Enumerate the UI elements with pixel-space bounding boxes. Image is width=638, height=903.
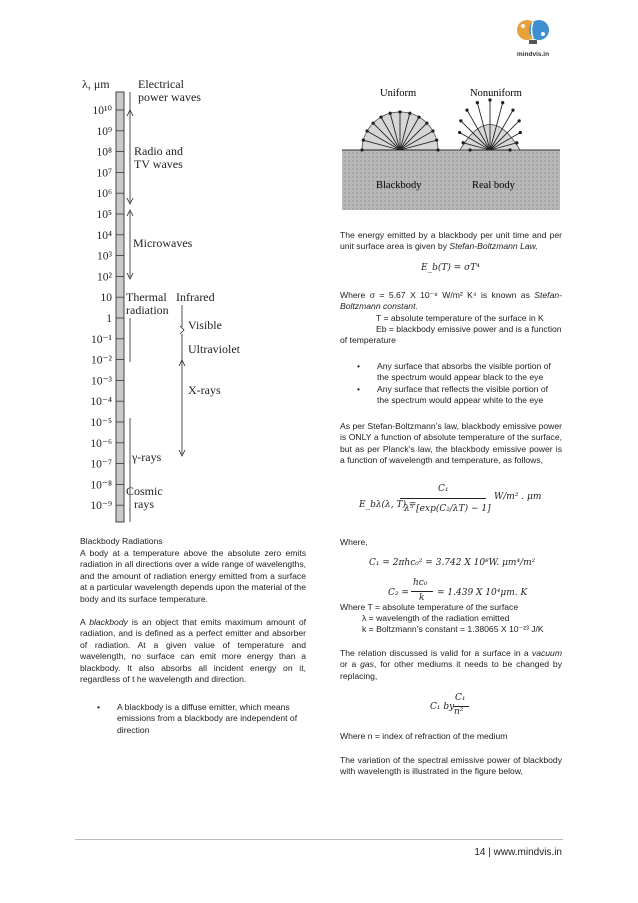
eq-replace-num: C₁: [455, 693, 466, 703]
eq-planck-fraction-bar: [400, 498, 486, 499]
right-intro-a: The energy emitted by a blackbody per unit time and per unit surface area is given by: [340, 230, 562, 252]
eq-replace-lhs: C₁ by: [430, 702, 455, 712]
vacuum-a: The relation discussed is valid for a surface in a: [340, 648, 532, 658]
logo: [510, 16, 556, 56]
spectrum-tick-label: 10⁻⁸: [90, 479, 112, 492]
where-k: k = Boltzmann’s constant = 1.38065 X 10⁻²³ J/K: [362, 624, 544, 634]
spectrum-tick-label: 10⁹: [96, 125, 112, 138]
variation-paragraph: The variation of the spectral emissive power of blackbody with wavelength is illustrated in the figure below,: [340, 755, 562, 777]
right-intro-em: Stefan-Boltzmann Law,: [449, 241, 538, 252]
uniform-ray-arrowhead: [366, 130, 368, 132]
spectrum-axis-label: λ, μm: [82, 77, 110, 91]
uniform-ray-arrowhead: [437, 149, 439, 151]
nonuniform-ray-arrowhead: [462, 142, 464, 144]
band-ultraviolet: Ultraviolet: [188, 342, 240, 356]
eq-c2-den: k: [419, 593, 425, 603]
right-bullet-2: [357, 384, 567, 408]
band-power-line1: Electrical: [138, 77, 184, 91]
nonuniform-ray-arrowhead: [460, 120, 462, 122]
eq-replace-den: n²: [454, 707, 464, 717]
left-bullet-1-l3: direction: [117, 724, 150, 735]
where-sigma-em: Stefan-Boltzmann constant.: [340, 290, 562, 312]
band-cosmic-line2: rays: [134, 497, 154, 511]
uniform-ray-arrowhead: [432, 130, 434, 132]
right-bullet-2-l1: Any surface that reflects the visible portion of: [377, 384, 549, 394]
nonuniform-ray-arrowhead: [476, 101, 478, 103]
band-radio-line1: Radio and: [134, 144, 183, 158]
spectrum-tick-label: 10⁻⁵: [90, 417, 112, 429]
vacuum-em2: gas: [360, 659, 374, 670]
eq-planck-num: C₁: [438, 484, 449, 494]
eq-planck-units: W/m² . μm: [494, 492, 542, 502]
uniform-ray-arrowhead: [436, 139, 438, 141]
spectrum-tick-label: 10²: [97, 271, 112, 284]
nonuniform-ray-arrowhead: [516, 142, 518, 144]
uniform-ray-arrowhead: [380, 116, 382, 118]
vacuum-b: or a: [340, 659, 361, 670]
where-lambda: λ = wavelength of the radiation emitted: [362, 613, 510, 623]
left-bullet-1-l2: emissions from a blackbody are independent of: [117, 713, 298, 724]
uniform-ray-arrowhead: [418, 116, 420, 118]
spectrum-tick-label: 10⁴: [96, 229, 112, 242]
spectrum-tick-label: 10⁻⁴: [90, 396, 112, 409]
em-spectrum-figure: [80, 72, 260, 532]
vacuum-paragraph: [340, 648, 562, 682]
right-bullet-1-l1: Any surface that absorbs the visible portion of: [377, 361, 551, 371]
logo-text: mindvis.in: [516, 51, 550, 58]
bullet-dot-icon: •: [97, 702, 101, 712]
left-heading: Blackbody Radiations: [80, 536, 163, 546]
nonuniform-ray-arrowhead: [509, 149, 511, 151]
footer-separator: |: [488, 847, 491, 858]
left-para-1: A body at a temperature above the absolute zero emits radiation in all directions over a wide range of wavelengths, and the amount of radiation energy emitted from a surface at a particular wavelength depends upon the material of the body and its surface temperature.: [80, 548, 306, 604]
left-para-2-b: is an object that emits maximum amount of radiation, and is defined as a perfect emitter and absorber of radiation. At a given value of temperature and wavelength, no surface can emit more energy than a blackbody. It also absorbs all incident energy on it, regardless of t he wavelength and direction.: [80, 617, 306, 685]
label-uniform: Uniform: [380, 88, 417, 99]
brain-bulb-icon: [510, 16, 556, 46]
left-para-2: [80, 617, 306, 685]
spectrum-tick-label: 10⁵: [96, 209, 112, 221]
nonuniform-ray-arrowhead: [519, 131, 521, 133]
spectrum-tick-label: 1: [106, 313, 112, 325]
uniform-ray-arrowhead: [399, 111, 401, 113]
footer-site-link[interactable]: www.mindvis.in: [493, 847, 562, 858]
label-realbody: Real body: [472, 180, 515, 191]
eq-c2-fraction-bar: [411, 591, 433, 592]
spectrum-tick-label: 10⁻²: [90, 354, 112, 367]
uniform-ray-arrowhead: [389, 112, 391, 114]
footer: [440, 847, 562, 858]
where-eb-text: Eb = blackbody emissive power and is a function of temperature: [340, 324, 562, 346]
where-sigma: [340, 290, 562, 313]
spectrum-tick-label: 10⁻³: [90, 375, 112, 388]
planck-paragraph: As per Stefan-Boltzmann’s law, blackbody emissive power is ONLY a function of absolute temperature of the surface, but as per Planck’s law, the blackbody emissive power is a function of wavelength and temperature, as follows,: [340, 421, 562, 466]
where-sigma-a: Where σ = 5.67 X 10⁻⁸ W/m² K⁴ is known as: [340, 290, 535, 300]
uniform-ray-arrowhead: [409, 112, 411, 114]
band-cosmic-line1: Cosmic: [126, 484, 163, 498]
left-para-2-em: blackbody: [89, 617, 128, 627]
band-visible: Visible: [188, 318, 222, 332]
spectrum-tick-label: 10³: [97, 250, 112, 263]
nonuniform-ray-arrowhead: [458, 131, 460, 133]
spectrum-tick-label: 10⁶: [96, 188, 112, 201]
emitter-figure: [340, 84, 562, 214]
eq-stefan-boltzmann: E_b(T) = σT⁴: [421, 263, 480, 273]
band-infrared: Infrared: [176, 290, 215, 304]
vacuum-em1: vacuum: [531, 648, 562, 658]
vacuum-c: , for other mediums it needs to be changed by replacing,: [340, 659, 562, 681]
spectrum-tick-label: 10: [100, 292, 112, 305]
page-number: 14: [474, 847, 486, 858]
band-radio-line2: TV waves: [134, 157, 183, 171]
spectrum-tick-label: 10⁻⁹: [90, 500, 112, 513]
spectrum-tick-label: 10⁻¹: [90, 333, 112, 346]
band-power-line2: power waves: [138, 90, 201, 104]
eq-planck-lhs: E_bλ(λ, T) =: [359, 500, 417, 510]
bullet-dot-icon: •: [357, 361, 361, 371]
nonuniform-ray-arrowhead: [469, 149, 471, 151]
right-intro: [340, 230, 562, 253]
nonuniform-ray-arrowhead: [512, 109, 514, 111]
left-bullet-1: [97, 702, 317, 738]
band-xrays: X-rays: [188, 383, 221, 397]
nonuniform-ray-arrowhead: [489, 99, 491, 101]
band-thermal-line1: Thermal: [126, 290, 167, 304]
right-bullet-1-l2: the spectrum would appear black to the eye: [377, 372, 544, 383]
where-t2: Where T = absolute temperature of the surface: [340, 602, 519, 612]
eq-c2-rhs: = 1.439 X 10⁴μm. K: [437, 588, 528, 598]
nonuniform-ray-arrowhead: [518, 120, 520, 122]
nonuniform-ray-arrowhead: [466, 109, 468, 111]
nonuniform-ray-arrowhead: [501, 101, 503, 103]
spectrum-tick-label: 10⁸: [96, 146, 112, 159]
band-gamma: γ-rays: [132, 450, 162, 464]
spectrum-tick-label: 10⁻⁶: [90, 437, 112, 450]
footer-rule: [75, 839, 563, 840]
right-bullet-2-l2: the spectrum would appear white to the eye: [377, 395, 544, 406]
bullet-dot-icon: •: [357, 384, 361, 394]
left-para-2-a: A: [80, 617, 90, 627]
uniform-ray-arrowhead: [426, 122, 428, 124]
eq-planck-den: λ⁵ [exp(C₂/λT) − 1]: [404, 504, 491, 514]
eq-c2-num: hc₀: [413, 578, 428, 588]
spectrum-tick-label: 10⁷: [96, 167, 112, 180]
eq-c2-lhs: C₂ =: [388, 588, 409, 598]
left-bullet-1-l1: A blackbody is a diffuse emitter, which means: [117, 702, 290, 712]
where-label: Where,: [340, 537, 368, 547]
right-bullet-1: [357, 361, 567, 385]
eq-c1: C₁ = 2πhc₀² = 3.742 X 10⁸W. μm⁴/m²: [369, 558, 536, 568]
band-thermal-line2: radiation: [126, 303, 169, 317]
band-microwaves: Microwaves: [133, 236, 193, 250]
where-n: Where n = index of refraction of the medium: [340, 731, 508, 741]
where-t: T = absolute temperature of the surface in K: [376, 313, 544, 323]
spectrum-tick-label: 10¹⁰: [92, 105, 112, 117]
uniform-ray-arrowhead: [362, 139, 364, 141]
label-blackbody: Blackbody: [376, 180, 422, 191]
spectrum-tick-label: 10⁻⁷: [90, 458, 112, 471]
uniform-ray-arrowhead: [361, 149, 363, 151]
uniform-ray-arrowhead: [372, 122, 374, 124]
where-eb: [340, 324, 562, 347]
label-nonuniform: Nonuniform: [470, 88, 522, 99]
